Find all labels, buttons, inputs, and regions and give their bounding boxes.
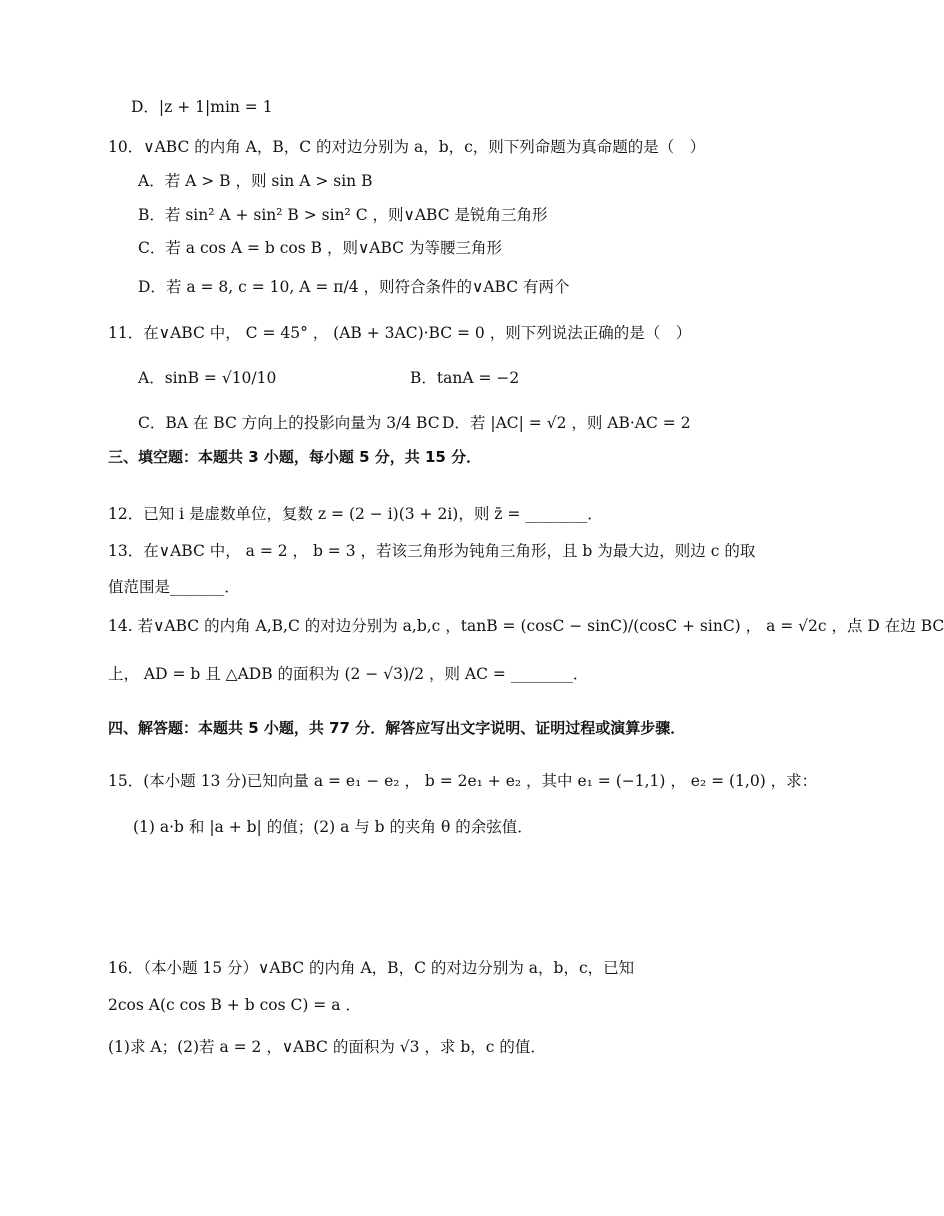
section-4-heading: 四、解答题：本题共 5 小题，共 77 分．解答应写出文字说明、证明过程或演算步骤． bbox=[108, 719, 686, 737]
question-13-line-2: 值范围是_______． bbox=[108, 578, 240, 596]
question-11-stem: 11．在∨ABC 中， C = 45° ， (AB + 3AC)·BC = 0 ，则下列说法正确的是（ ） bbox=[108, 324, 692, 342]
question-11-option-b: B．tanA = −2 bbox=[410, 369, 520, 387]
question-11-option-d: D．若 |AC| = √2 ，则 AB·AC = 2 bbox=[442, 414, 691, 432]
question-15-line-1: 15．(本小题 13 分)已知向量 a = e₁ − e₂ ， b = 2e₁ + e₂ ，其中 e₁ = (−1,1) ， e₂ = (1,0) ，求： bbox=[108, 772, 818, 790]
question-10-option-d: D．若 a = 8, c = 10, A = π/4 ，则符合条件的∨ABC 有两个 bbox=[138, 278, 570, 296]
question-11-option-a: A．sinB = √10/10 bbox=[138, 369, 277, 387]
question-12: 12．已知 i 是虚数单位，复数 z = (2 − i)(3 + 2i)，则 z̄ = ________． bbox=[108, 505, 603, 523]
question-11-option-c: C．BA 在 BC 方向上的投影向量为 3/4 BC bbox=[138, 414, 440, 432]
question-9-option-d: D．|z + 1|min = 1 bbox=[131, 98, 273, 116]
question-16-line-3: (1)求 A；(2)若 a = 2 ，∨ABC 的面积为 √3 ，求 b，c 的值． bbox=[108, 1038, 546, 1056]
question-14-line-2: 上， AD = b 且 △ADB 的面积为 (2 − √3)/2 ，则 AC = ________． bbox=[108, 665, 589, 683]
question-10-option-c: C．若 a cos A = b cos B ，则∨ABC 为等腰三角形 bbox=[138, 239, 502, 257]
question-13-line-1: 13．在∨ABC 中， a = 2 ， b = 3 ，若该三角形为钝角三角形，且 b 为最大边，则边 c 的取 bbox=[108, 542, 756, 560]
question-10-option-b: B．若 sin² A + sin² B > sin² C ，则∨ABC 是锐角三角形 bbox=[138, 206, 548, 224]
section-3-heading: 三、填空题：本题共 3 小题，每小题 5 分，共 15 分． bbox=[108, 448, 482, 466]
question-16-line-2: 2cos A(c cos B + b cos C) = a ． bbox=[108, 996, 361, 1014]
question-10-stem: 10．∨ABC 的内角 A，B，C 的对边分别为 a，b，c，则下列命题为真命题的是（ ） bbox=[108, 138, 706, 156]
question-15-line-2: (1) a·b 和 |a + b| 的值；(2) a 与 b 的夹角 θ 的余弦值． bbox=[133, 818, 533, 836]
question-10-option-a: A．若 A > B ，则 sin A > sin B bbox=[138, 172, 373, 190]
question-16-line-1: 16．（本小题 15 分）∨ABC 的内角 A，B，C 的对边分别为 a，b，c，已知 bbox=[108, 959, 635, 977]
question-14-line-1: 14. 若∨ABC 的内角 A,B,C 的对边分别为 a,b,c ，tanB = (cosC − sinC)/(cosC + sinC) ， a = √2c ，点 D 在边 BC bbox=[108, 617, 944, 635]
